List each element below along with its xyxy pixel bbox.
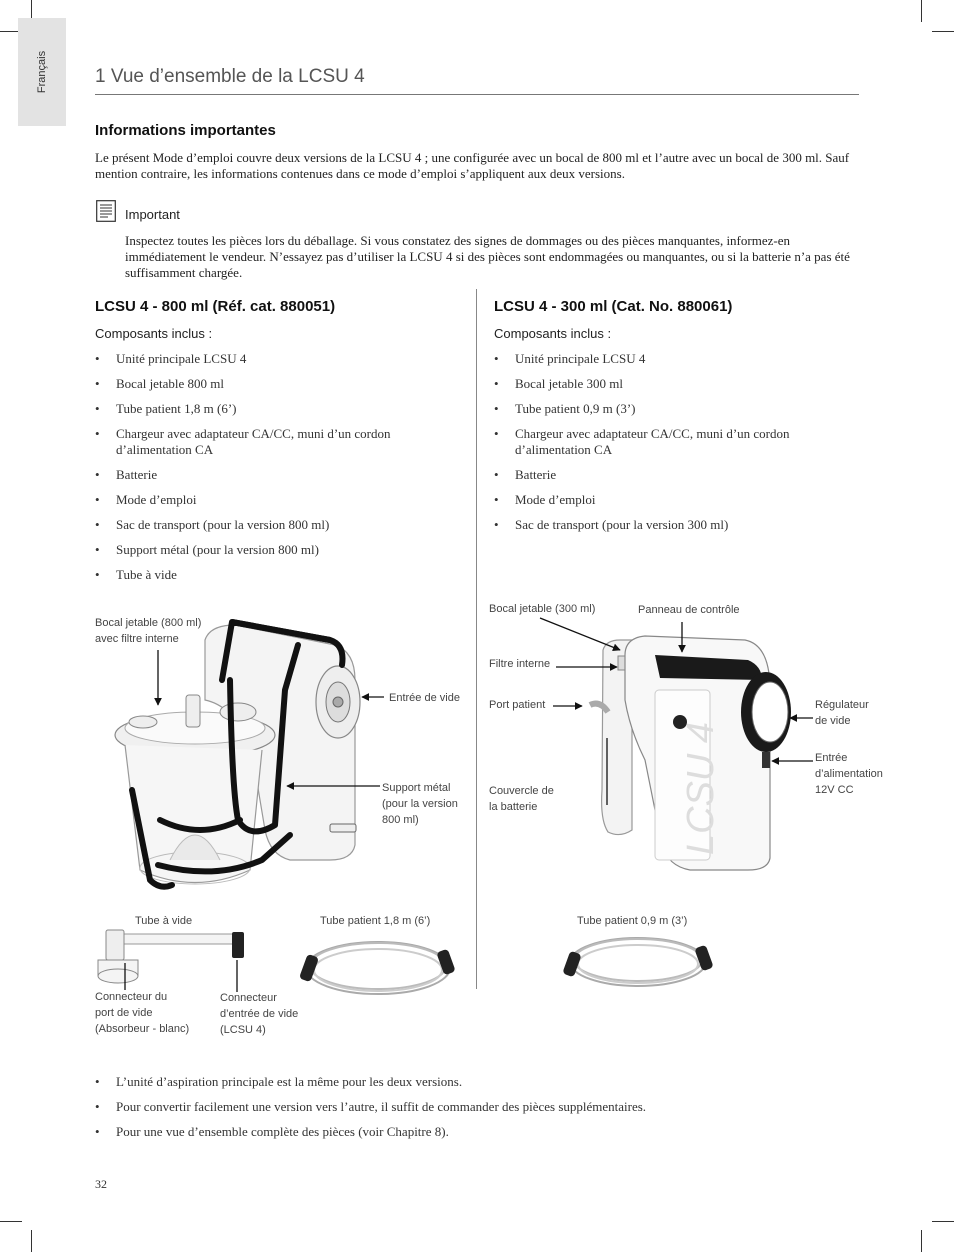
vacuum-port-connector-label: Connecteur du port de vide (Absorbeur - blanc) (95, 991, 190, 1035)
list-item: • Bocal jetable 300 ml (494, 376, 844, 392)
list-item: • Chargeur avec adaptateur CA/CC, muni d’un cordon d’alimentation CA (494, 426, 844, 458)
vacuum-inlet-label: Entrée de vide (389, 692, 460, 704)
battery-cover-label: Couvercle de la batterie (489, 785, 554, 813)
list-item: • L’unité d’aspiration principale est la même pour les deux versions. (95, 1074, 646, 1090)
page-number: 32 (95, 1177, 107, 1191)
left-column-title: LCSU 4 - 800 ml (Réf. cat. 880051) (95, 298, 336, 315)
intro-paragraph: Le présent Mode d’emploi couvre deux versions de la LCSU 4 ; une configurée avec un bocal de 800 ml et l’autre avec un bocal de 300 ml. Sauf mention contraire, les informations contenues dans ce mode d’emploi s’appliquent aux deux versions. (95, 150, 850, 181)
language-label: Français (36, 50, 48, 94)
right-column-title: LCSU 4 - 300 ml (Cat. No. 880061) (494, 298, 733, 315)
metal-support-label: Support métal (pour la version 800 ml) (382, 782, 458, 826)
list-item: • Support métal (pour la version 800 ml) (95, 542, 445, 558)
patient-port-label: Port patient (489, 699, 546, 711)
list-item: • Bocal jetable 800 ml (95, 376, 445, 392)
list-item: • Mode d’emploi (95, 492, 445, 508)
vacuum-tube-illustration (98, 930, 244, 992)
list-item: • Pour convertir facilement une version vers l’autre, il suffit de commander des pièces supplémentaires. (95, 1099, 646, 1115)
list-item: • Batterie (95, 467, 445, 483)
canister-300-label: Bocal jetable (300 ml) (489, 603, 596, 615)
device-logo-text: LCSU 4 (680, 721, 722, 855)
regulator-label: Régulateur de vide (815, 699, 869, 727)
list-item: • Pour une vue d’ensemble complète des pièces (voir Chapitre 8). (95, 1124, 646, 1140)
list-item: • Batterie (494, 467, 844, 483)
patient-tube-1-8m-label: Tube patient 1,8 m (6’) (320, 915, 431, 927)
list-item: • Sac de transport (pour la version 800 ml) (95, 517, 445, 533)
list-item: • Unité principale LCSU 4 (494, 351, 844, 367)
list-item: • Mode d’emploi (494, 492, 844, 508)
vacuum-inlet-connector-label: Connecteur d’entrée de vide (LCSU 4) (220, 992, 299, 1036)
list-item: • Sac de transport (pour la version 300 ml) (494, 517, 844, 533)
list-item: • Tube à vide (95, 567, 445, 583)
patient-tube-0-9m-illustration (562, 938, 713, 986)
chapter-title: 1 Vue d’ensemble de la LCSU 4 (95, 66, 365, 87)
canister-800-label: Bocal jetable (800 ml) avec filtre interne (95, 617, 202, 645)
list-item: • Unité principale LCSU 4 (95, 351, 445, 367)
important-text: Inspectez toutes les pièces lors du déballage. Si vous constatez des signes de dommages ou des pièces manquantes, informez-en immédiatement le vendeur. N’essayez pas d’utiliser la LCSU 4 si des pièces sont endommagées ou manquantes, ou si la batterie n’a pas été suffisamment chargée. (125, 233, 850, 280)
section-title: Informations importantes (95, 122, 276, 139)
list-item: • Chargeur avec adaptateur CA/CC, muni d’un cordon d’alimentation CA (95, 426, 445, 458)
power-input-label: Entrée d’alimentation 12V CC (815, 752, 883, 796)
internal-filter-label: Filtre interne (489, 658, 551, 670)
list-item: • Tube patient 0,9 m (3’) (494, 401, 844, 417)
control-panel-label: Panneau de contrôle (638, 604, 740, 616)
patient-tube-0-9m-label: Tube patient 0,9 m (3’) (577, 915, 688, 927)
notes-list (95, 1074, 646, 1149)
vacuum-tube-label: Tube à vide (135, 915, 193, 927)
left-components-label: Composants inclus : (95, 326, 213, 341)
list-item: • Tube patient 1,8 m (6’) (95, 401, 445, 417)
right-components-label: Composants inclus : (494, 326, 612, 341)
patient-tube-1-8m-illustration (299, 942, 456, 994)
lcsu-800-unit-illustration (115, 622, 360, 887)
lcsu-300-unit-illustration (590, 636, 791, 870)
important-label: Important (125, 207, 180, 222)
